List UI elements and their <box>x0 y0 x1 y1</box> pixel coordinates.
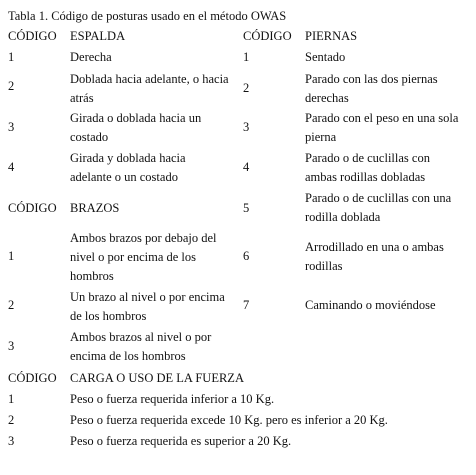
piernas-code-1: 1 <box>243 50 250 64</box>
piernas-code-7: 7 <box>243 298 250 312</box>
espalda-code-1: 1 <box>8 50 15 64</box>
carga-text-3: Peso o fuerza requerida es superior a 20 Kg. <box>70 434 292 448</box>
espalda-code-4: 4 <box>8 160 15 174</box>
carga-text-2: Peso o fuerza requerida excede 10 Kg. pero es inferior a 20 Kg. <box>70 413 388 427</box>
brazos-text-1: Ambos brazos por debajo del nivel o por encima de los hombros <box>70 231 217 283</box>
piernas-text-2: Parado con las dos piernas derechas <box>305 72 438 105</box>
brazos-code-1: 1 <box>8 249 15 263</box>
brazos-text-3: Ambos brazos al nivel o por encima de los hombros <box>70 330 212 363</box>
carga-text-1: Peso o fuerza requerida inferior a 10 Kg. <box>70 392 275 406</box>
piernas-code-2: 2 <box>243 81 250 95</box>
carga-code-2: 2 <box>8 413 15 427</box>
espalda-text-1: Derecha <box>70 50 112 64</box>
piernas-text-4: Parado o de cuclillas con ambas rodillas dobladas <box>305 151 430 184</box>
piernas-text-1: Sentado <box>305 50 346 64</box>
piernas-text-5: Parado o de cuclillas con una rodilla doblada <box>305 191 452 224</box>
carga-code-3: 3 <box>8 434 15 448</box>
table-caption: Tabla 1. Código de posturas usado en el método OWAS <box>8 9 287 23</box>
brazos-header: BRAZOS <box>70 201 120 215</box>
carga-code-1: 1 <box>8 392 15 406</box>
carga-header: CARGA O USO DE LA FUERZA <box>70 371 244 385</box>
brazos-code-3: 3 <box>8 339 15 353</box>
piernas-code-3: 3 <box>243 120 250 134</box>
piernas-code-4: 4 <box>243 160 250 174</box>
espalda-code-2: 2 <box>8 79 15 93</box>
carga-code-header: CÓDIGO <box>8 371 57 385</box>
espalda-code-header: CÓDIGO <box>8 29 57 43</box>
piernas-text-3: Parado con el peso en una sola pierna <box>305 111 459 144</box>
espalda-code-3: 3 <box>8 120 15 134</box>
brazos-text-2: Un brazo al nivel o por encima de los hombros <box>70 290 225 323</box>
brazos-code-header: CÓDIGO <box>8 201 57 215</box>
piernas-text-6: Arrodillado en una o ambas rodillas <box>305 240 444 273</box>
piernas-code-5: 5 <box>243 201 250 215</box>
piernas-header: PIERNAS <box>305 29 358 43</box>
piernas-code-header: CÓDIGO <box>243 29 292 43</box>
espalda-text-3: Girada o doblada hacia un costado <box>70 111 202 144</box>
espalda-text-2: Doblada hacia adelante, o hacia atrás <box>70 72 229 105</box>
brazos-code-2: 2 <box>8 298 15 312</box>
espalda-text-4: Girada y doblada hacia adelante o un costado <box>70 151 186 184</box>
piernas-text-7: Caminando o moviéndose <box>305 298 436 312</box>
piernas-code-6: 6 <box>243 249 250 263</box>
espalda-header: ESPALDA <box>70 29 126 43</box>
